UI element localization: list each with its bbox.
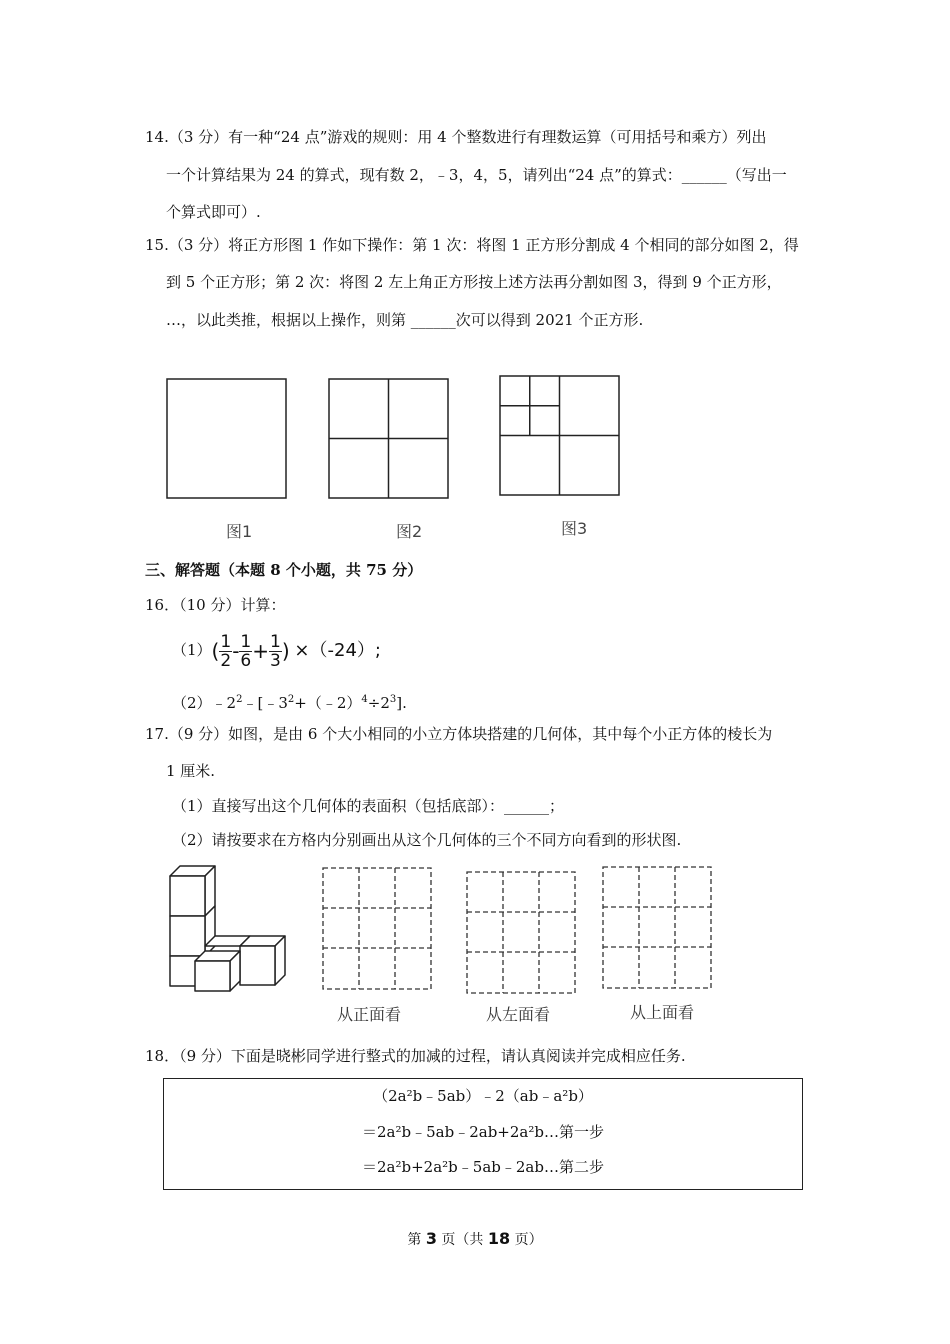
q15-line-1: 15.（3 分）将正方形图 1 作如下操作：第 1 次：将图 1 正方形分割成 4 个相同的部分如图 2，得: [145, 236, 799, 254]
fraction-1-2: $\frac{1}{2}$: [220, 631, 232, 671]
front-view-caption: 从正面看: [337, 1005, 402, 1024]
q18-box-row-3: ＝2a²b+2a²b﹣5ab﹣2ab…第二步: [362, 1158, 604, 1176]
q14-line-1: 14.（3 分）有一种“24 点”游戏的规则：用 4 个整数进行有理数运算（可用括号和乘方）列出: [145, 128, 767, 146]
q17-line-2: 1 厘米.: [166, 762, 216, 780]
q17-part-1: （1）直接写出这个几何体的表面积（包括底部）：______；: [172, 797, 565, 815]
left-view-caption: 从左面看: [486, 1005, 551, 1024]
q18-solution-box: [163, 1078, 803, 1190]
q14-line-2: 一个计算结果为 24 的算式，现有数 2，﹣3，4，5，请列出“24 点”的算式：______（写出一: [166, 166, 787, 184]
figure-1-caption: 图1: [226, 522, 253, 541]
page-total: 18: [487, 1229, 511, 1248]
top-view-caption: 从上面看: [630, 1003, 695, 1022]
q18-title: 18．（9 分）下面是晓彬同学进行整式的加减的过程，请认真阅读并完成相应任务.: [145, 1047, 686, 1065]
figure-1-square: [167, 379, 286, 498]
q18-box-row-1: （2a²b﹣5ab）﹣2（ab﹣a²b）: [373, 1087, 593, 1105]
q17-part-2: （2）请按要求在方格内分别画出从这个几何体的三个不同方向看到的形状图.: [172, 831, 682, 849]
view-grids: [318, 862, 718, 997]
front-view-grid: [323, 868, 431, 989]
q14-line-3: 个算式即可）.: [166, 203, 261, 221]
q15-line-3: …，以此类推，根据以上操作，则第 ______次可以得到 2021 个正方形.: [166, 311, 644, 329]
q15-line-2: 到 5 个正方形；第 2 次：将图 2 左上角正方形按上述方法再分割如图 3，得到 9 个正方形，: [166, 273, 782, 291]
q16-part-1: （1）( $\frac{1}{2}$ - $\frac{1}{6}$ + $\frac{1}{3}$ ) ×（-24）;: [172, 631, 381, 671]
cube-solid-drawing: [160, 860, 290, 1000]
q16-part-2: $(2)﹣2^2﹣[﹣3^2+(﹣2)^4\div 2^3]$.: [172, 694, 407, 712]
left-view-grid: [467, 872, 575, 993]
figure-3-caption: 图3: [561, 519, 588, 538]
top-view-grid: [603, 867, 711, 988]
q16-part-1-label: （1）: [172, 641, 212, 659]
fraction-1-3: $\frac{1}{3}$: [270, 631, 281, 671]
fraction-1-6: $\frac{1}{6}$: [240, 631, 252, 671]
q17-line-1: 17.（9 分）如图，是由 6 个大小相同的小立方体块搭建的几何体，其中每个小正方体的棱长为: [145, 725, 773, 743]
q18-box-row-2: ＝2a²b﹣5ab﹣2ab+2a²b…第一步: [362, 1123, 604, 1141]
square-figures: [160, 370, 640, 510]
figure-2-caption: 图2: [396, 522, 423, 541]
page-footer: 第 3 页（共 18 页）: [407, 1229, 543, 1248]
q16-title: 16．（10 分）计算：: [145, 596, 286, 614]
q16-part-1-tail: ×（-24）;: [294, 640, 381, 661]
section-3-heading: 三、解答题（本题 8 个小题，共 75 分）: [145, 561, 423, 579]
page-number: 3: [425, 1229, 437, 1248]
